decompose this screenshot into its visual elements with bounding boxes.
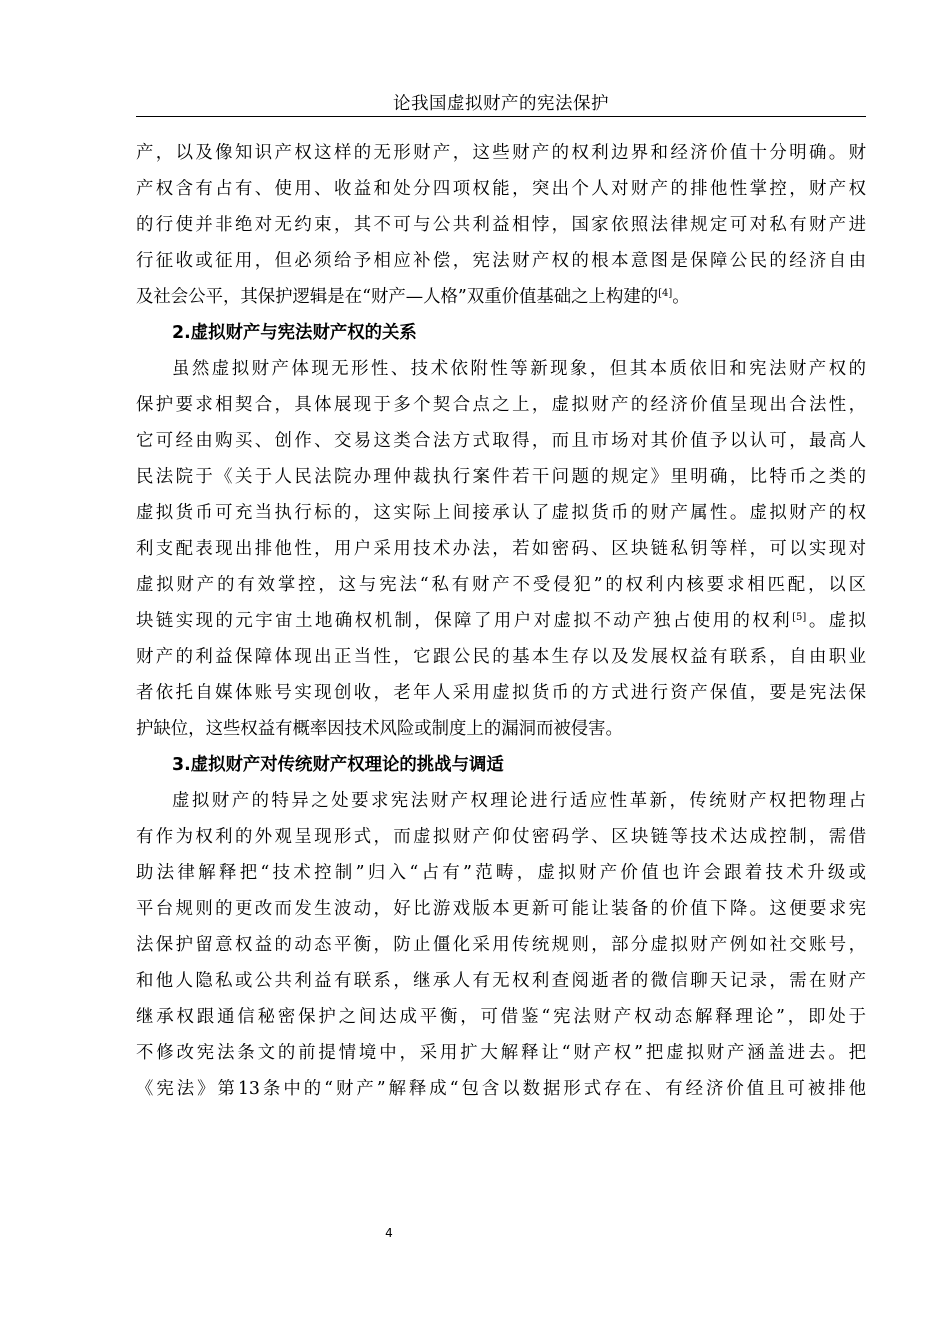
paragraph-2-line-3: 它可经由购买、创作、交易这类合法方式取得，而且市场对其价值予以认可，最高人	[136, 431, 866, 451]
paragraph-1-line-1: 产，以及像知识产权这样的无形财产，这些财产的权利边界和经济价值十分明确。财	[136, 143, 866, 163]
paragraph-2-line-9: 财产的利益保障体现出正当性，它跟公民的基本生存以及发展权益有联系，自由职业	[136, 647, 866, 667]
paragraph-2-line-8-before: 块链实现的元宇宙土地确权机制，保障了用户对虚拟不动产独占使用的权利	[136, 611, 793, 631]
paragraph-2-line-6: 利支配表现出排他性，用户采用技术办法，若如密码、区块链私钥等样，可以实现对	[136, 539, 866, 559]
paragraph-2-line-2: 保护要求相契合，具体展现于多个契合点之上，虚拟财产的经济价值呈现出合法性，	[136, 395, 866, 415]
section-heading-3: 3.虚拟财产对传统财产权理论的挑战与调适	[172, 755, 504, 775]
paragraph-2-line-4: 民法院于《关于人民法院办理仲裁执行案件若干问题的规定》里明确，比特币之类的	[136, 467, 866, 487]
paragraph-3-line-9: 《宪法》第13条中的“财产”解释成“包含以数据形式存在、有经济价值且可被排他	[136, 1079, 866, 1099]
paragraph-1-line-5	[136, 279, 866, 315]
paragraph-2-line-8-after: 。虚拟	[806, 611, 866, 631]
paragraph-1-line-5-tail: 。	[672, 287, 690, 307]
paragraph-2-line-7: 虚拟财产的有效掌控，这与宪法“私有财产不受侵犯”的权利内核要求相匹配，以区	[136, 575, 866, 595]
paragraph-1-line-3: 的行使并非绝对无约束，其不可与公共利益相悖，国家依照法律规定可对私有财产进	[136, 215, 866, 235]
paragraph-3-line-2: 有作为权利的外观呈现形式，而虚拟财产仰仗密码学、区块链等技术达成控制，需借	[136, 827, 866, 847]
section-heading-2: 2.虚拟财产与宪法财产权的关系	[172, 323, 417, 343]
paragraph-1-line-4: 行征收或征用，但必须给予相应补偿，宪法财产权的根本意图是保障公民的经济自由	[136, 251, 866, 271]
paragraph-3-line-1: 虚拟财产的特异之处要求宪法财产权理论进行适应性革新，传统财产权把物理占	[172, 791, 866, 811]
paragraph-2-line-1: 虽然虚拟财产体现无形性、技术依附性等新现象，但其本质依旧和宪法财产权的	[172, 359, 866, 379]
paragraph-1-line-5-text: 及社会公平，其保护逻辑是在“财产—人格”双重价值基础之上构建的	[136, 287, 659, 307]
document-body	[136, 135, 866, 1107]
paragraph-3-line-6: 和他人隐私或公共利益有联系，继承人有无权利查阅逝者的微信聊天记录，需在财产	[136, 971, 866, 991]
paragraph-3-line-5: 法保护留意权益的动态平衡，防止僵化采用传统规则，部分虚拟财产例如社交账号，	[136, 935, 866, 955]
paragraph-3-line-4: 平台规则的更改而发生波动，好比游戏版本更新可能让装备的价值下降。这便要求宪	[136, 899, 866, 919]
citation-5: [5]	[792, 612, 807, 623]
paragraph-2-line-8	[136, 603, 866, 639]
citation-4: [4]	[658, 288, 673, 299]
paragraph-2-line-5: 虚拟货币可充当执行标的，这实际上间接承认了虚拟货币的财产属性。虚拟财产的权	[136, 503, 866, 523]
paragraph-3-line-7: 继承权跟通信秘密保护之间达成平衡，可借鉴“宪法财产权动态解释理论”，即处于	[136, 1007, 866, 1027]
header-divider	[136, 116, 866, 117]
paragraph-2-line-11: 护缺位，这些权益有概率因技术风险或制度上的漏洞而被侵害。	[136, 719, 623, 739]
paragraph-1-line-2: 产权含有占有、使用、收益和处分四项权能，突出个人对财产的排他性掌控，财产权	[136, 179, 866, 199]
page-header-title: 论我国虚拟财产的宪法保护	[393, 94, 609, 114]
paragraph-2-line-10: 者依托自媒体账号实现创收，老年人采用虚拟货币的方式进行资产保值，要是宪法保	[136, 683, 866, 703]
paragraph-3-line-3: 助法律解释把“技术控制”归入“占有”范畴，虚拟财产价值也许会跟着技术升级或	[136, 863, 866, 883]
paragraph-3-line-8: 不修改宪法条文的前提情境中，采用扩大解释让“财产权”把虚拟财产涵盖进去。把	[136, 1043, 866, 1063]
page-number: 4	[385, 1226, 393, 1240]
